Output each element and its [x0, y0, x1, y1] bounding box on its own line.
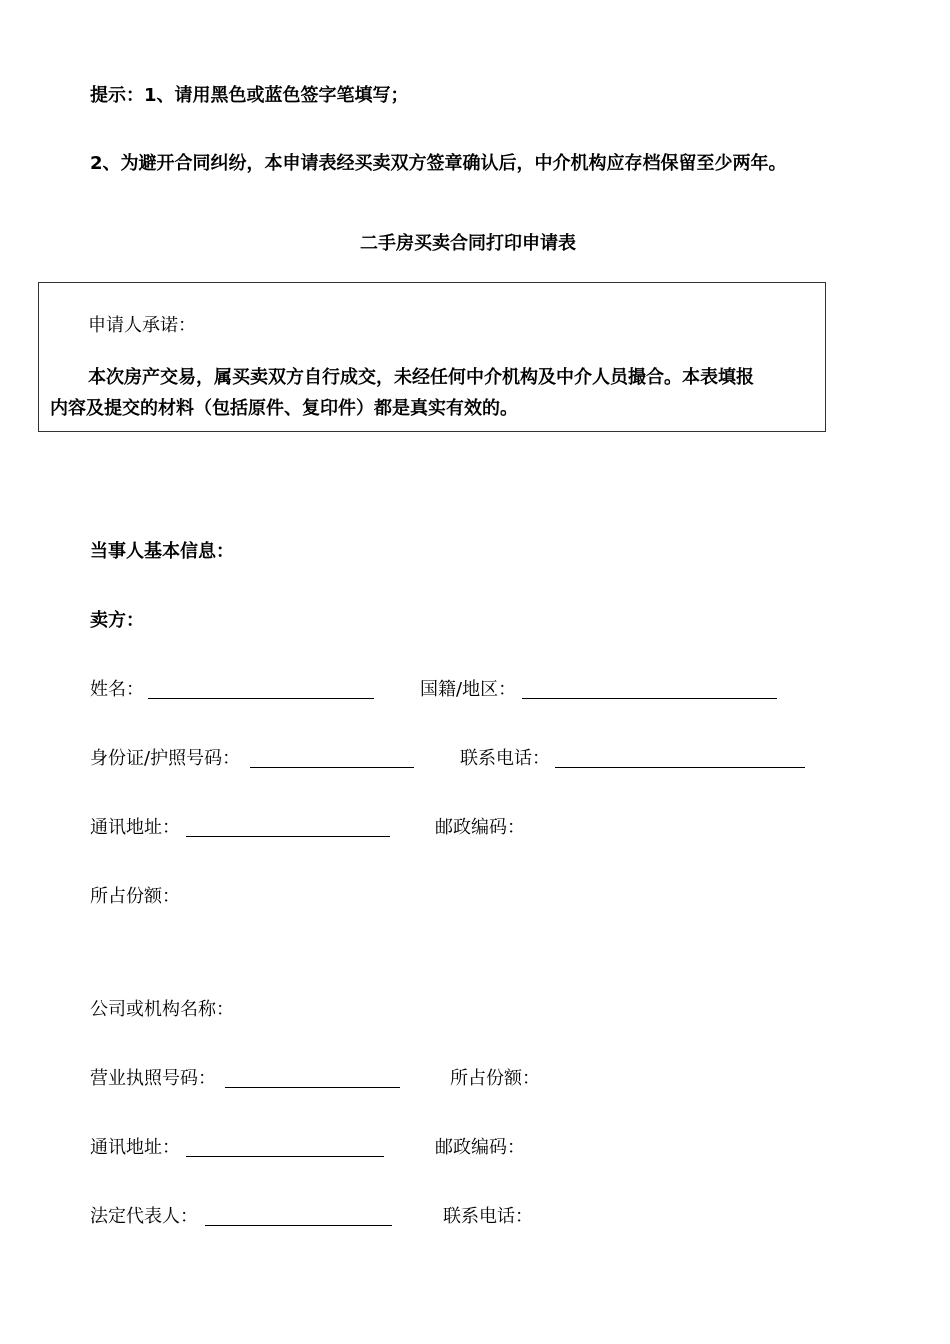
- note-line-2: 2、为避开合同纠纷，本申请表经买卖双方签章确认后，中介机构应存档保留至少两年。: [90, 153, 787, 174]
- commitment-heading: 申请人承诺：: [88, 315, 196, 336]
- org-license-field[interactable]: [225, 1087, 400, 1088]
- seller-id-label: 身份证/护照号码：: [90, 748, 241, 769]
- commitment-body-line-2: 内容及提交的材料（包括原件、复印件）都是真实有效的。: [50, 398, 518, 419]
- seller-nationality-label: 国籍/地区：: [420, 679, 517, 700]
- seller-phone-label: 联系电话：: [460, 748, 550, 769]
- seller-address-label: 通讯地址：: [90, 817, 180, 838]
- seller-nationality-field[interactable]: [522, 698, 777, 699]
- note-line-1: 提示：1、请用黑色或蓝色签字笔填写；: [90, 85, 409, 106]
- seller-heading: 卖方：: [90, 610, 144, 631]
- org-legal-rep-field[interactable]: [205, 1225, 392, 1226]
- org-name-label: 公司或机构名称：: [90, 999, 234, 1020]
- seller-postal-label: 邮政编码：: [435, 817, 525, 838]
- party-info-heading: 当事人基本信息：: [90, 541, 234, 562]
- seller-name-field[interactable]: [148, 698, 374, 699]
- org-address-field[interactable]: [186, 1156, 384, 1157]
- org-share-label: 所占份额：: [450, 1068, 540, 1089]
- seller-phone-field[interactable]: [555, 767, 805, 768]
- seller-id-field[interactable]: [250, 767, 414, 768]
- org-legal-rep-label: 法定代表人：: [90, 1206, 198, 1227]
- form-title: 二手房买卖合同打印申请表: [360, 233, 576, 254]
- org-license-label: 营业执照号码：: [90, 1068, 216, 1089]
- seller-name-label: 姓名：: [90, 679, 144, 700]
- seller-address-field[interactable]: [186, 836, 390, 837]
- seller-share-label: 所占份额：: [90, 886, 180, 907]
- commitment-body-line-1: 本次房产交易，属买卖双方自行成交，未经任何中介机构及中介人员撮合。本表填报: [88, 367, 754, 388]
- org-phone-label: 联系电话：: [443, 1206, 533, 1227]
- org-postal-label: 邮政编码：: [435, 1137, 525, 1158]
- org-address-label: 通讯地址：: [90, 1137, 180, 1158]
